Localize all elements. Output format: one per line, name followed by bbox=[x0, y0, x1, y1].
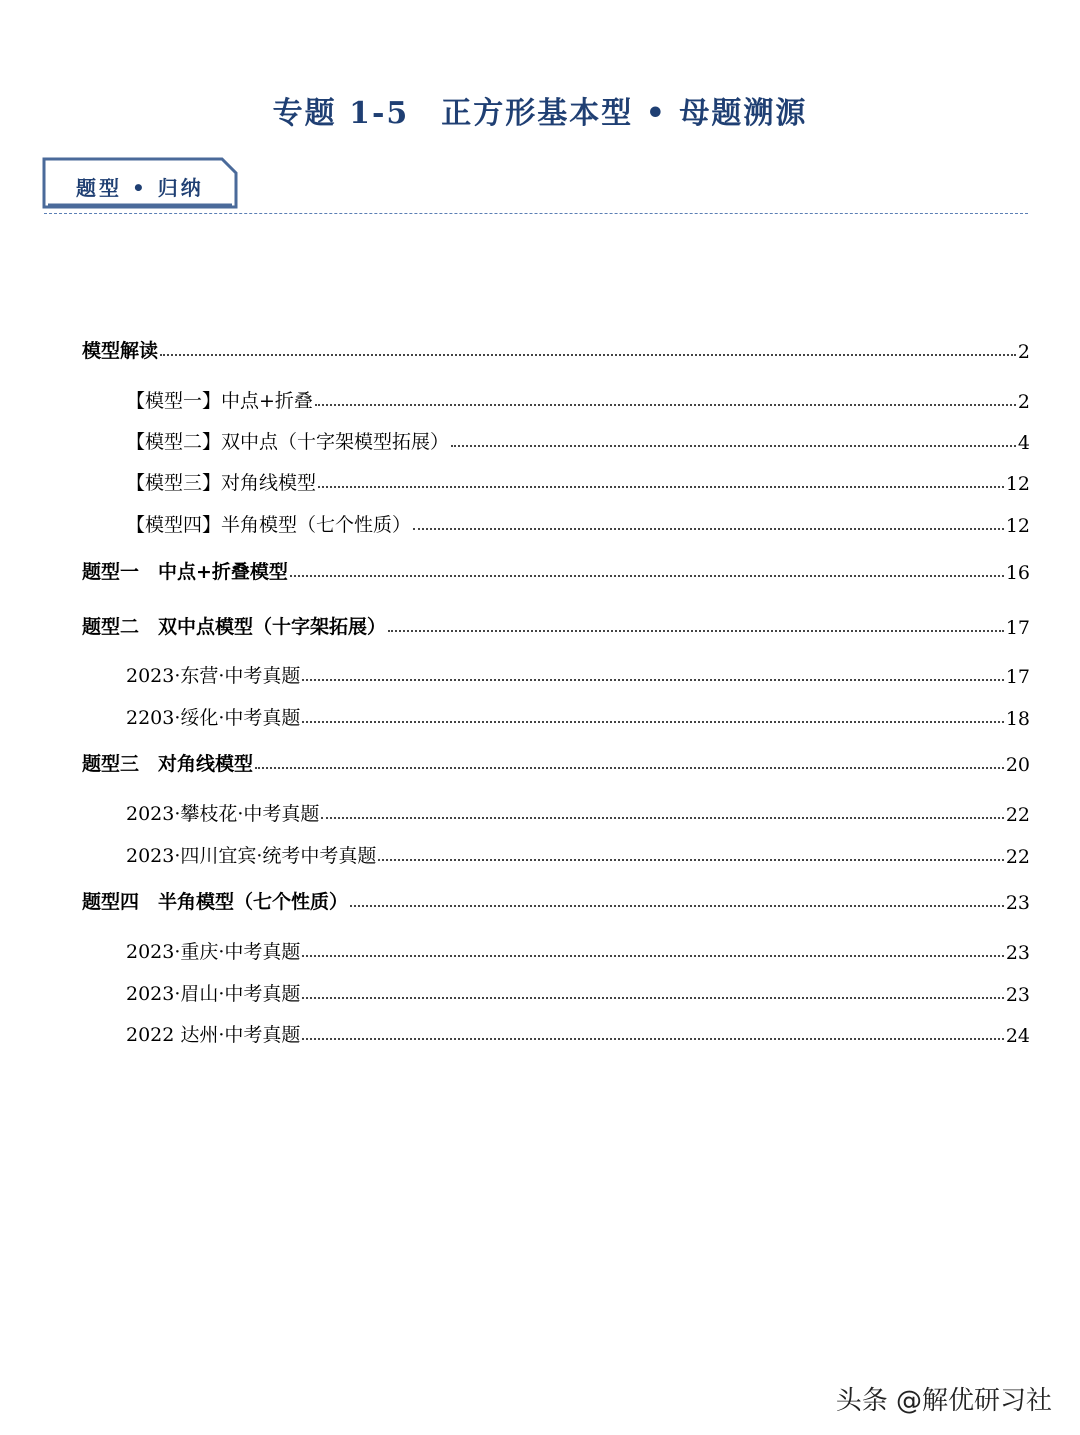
toc-leader-dots bbox=[413, 528, 1004, 530]
toc-entry-title: 2023·东营·中考真题 bbox=[126, 665, 301, 687]
toc-leader-dots bbox=[350, 905, 1004, 907]
toc-entry-title: 题型二 双中点模型（十字架拓展） bbox=[82, 616, 387, 638]
toc-leader-dots bbox=[378, 859, 1003, 861]
tab-label: 题型 • 归纳 bbox=[76, 176, 204, 200]
toc-leader-dots bbox=[290, 575, 1004, 577]
toc-page-number: 23 bbox=[1005, 984, 1030, 1006]
toc-page-number: 17 bbox=[1005, 617, 1030, 639]
watermark: 头条 @解优研习社 bbox=[835, 1386, 1052, 1416]
toc-entry[interactable] bbox=[82, 333, 1030, 363]
toc-entry[interactable] bbox=[82, 609, 1030, 639]
toc-entry[interactable] bbox=[126, 424, 1030, 454]
toc-leader-dots bbox=[302, 997, 1003, 999]
toc-entry[interactable] bbox=[126, 796, 1030, 826]
toc-entry-title: 模型解读 bbox=[82, 340, 159, 362]
toc-leader-dots bbox=[160, 354, 1016, 356]
toc-leader-dots bbox=[302, 721, 1003, 723]
toc-page-number: 12 bbox=[1005, 473, 1030, 495]
toc-leader-dots bbox=[321, 817, 1003, 819]
toc-entry-title: 题型三 对角线模型 bbox=[82, 753, 254, 775]
toc-entry-title: 2022 达州·中考真题 bbox=[126, 1024, 301, 1046]
toc-page-number: 24 bbox=[1005, 1025, 1030, 1047]
toc-entry[interactable] bbox=[126, 700, 1030, 730]
page-title: 专题 1-5 正方形基本型 • 母题溯源 bbox=[272, 96, 808, 131]
toc-entry[interactable] bbox=[82, 746, 1030, 776]
toc-leader-dots bbox=[451, 445, 1016, 447]
toc-entry[interactable] bbox=[126, 507, 1030, 537]
toc-page-number: 12 bbox=[1005, 515, 1030, 537]
toc-entry-title: 题型一 中点+折叠模型 bbox=[82, 561, 288, 583]
toc-page-number: 20 bbox=[1005, 754, 1030, 776]
toc-page-number: 22 bbox=[1005, 804, 1030, 826]
toc-entry[interactable] bbox=[126, 934, 1030, 964]
section-tab bbox=[42, 157, 238, 209]
toc-page-number: 2 bbox=[1017, 341, 1030, 363]
toc-page-number: 22 bbox=[1005, 846, 1030, 868]
toc-entry[interactable] bbox=[126, 1017, 1030, 1047]
toc-leader-dots bbox=[302, 955, 1003, 957]
toc-entry-title: 【模型三】对角线模型 bbox=[126, 472, 317, 494]
toc-page-number: 16 bbox=[1005, 562, 1030, 584]
toc-leader-dots bbox=[388, 630, 1004, 632]
toc-entry[interactable] bbox=[126, 465, 1030, 495]
toc-page-number: 17 bbox=[1005, 666, 1030, 688]
toc-entry-title: 2023·重庆·中考真题 bbox=[126, 941, 301, 963]
toc-entry[interactable] bbox=[82, 554, 1030, 584]
toc-entry-title: 【模型二】双中点（十字架模型拓展） bbox=[126, 431, 450, 453]
toc-entry[interactable] bbox=[126, 976, 1030, 1006]
toc-leader-dots bbox=[302, 679, 1003, 681]
toc-entry-title: 2023·攀枝花·中考真题 bbox=[126, 803, 320, 825]
toc-entry-title: 【模型四】半角模型（七个性质） bbox=[126, 514, 412, 536]
toc-page-number: 4 bbox=[1017, 432, 1030, 454]
toc-entry-title: 2023·眉山·中考真题 bbox=[126, 983, 301, 1005]
toc-leader-dots bbox=[302, 1038, 1003, 1040]
toc-entry-title: 【模型一】中点+折叠 bbox=[126, 390, 313, 412]
toc-entry-title: 题型四 半角模型（七个性质） bbox=[82, 891, 349, 913]
toc-page-number: 18 bbox=[1005, 708, 1030, 730]
toc-entry[interactable] bbox=[126, 383, 1030, 413]
toc-leader-dots bbox=[255, 767, 1004, 769]
toc-page-number: 23 bbox=[1005, 892, 1030, 914]
toc-leader-dots bbox=[318, 486, 1004, 488]
toc-entry-title: 2023·四川宜宾·统考中考真题 bbox=[126, 845, 377, 867]
toc-page-number: 23 bbox=[1005, 942, 1030, 964]
toc-entry[interactable] bbox=[126, 838, 1030, 868]
divider bbox=[44, 213, 1028, 214]
toc-page-number: 2 bbox=[1017, 391, 1030, 413]
toc-leader-dots bbox=[315, 404, 1016, 406]
toc-entry[interactable] bbox=[126, 658, 1030, 688]
toc-entry-title: 2203·绥化·中考真题 bbox=[126, 707, 301, 729]
toc-entry[interactable] bbox=[82, 884, 1030, 914]
